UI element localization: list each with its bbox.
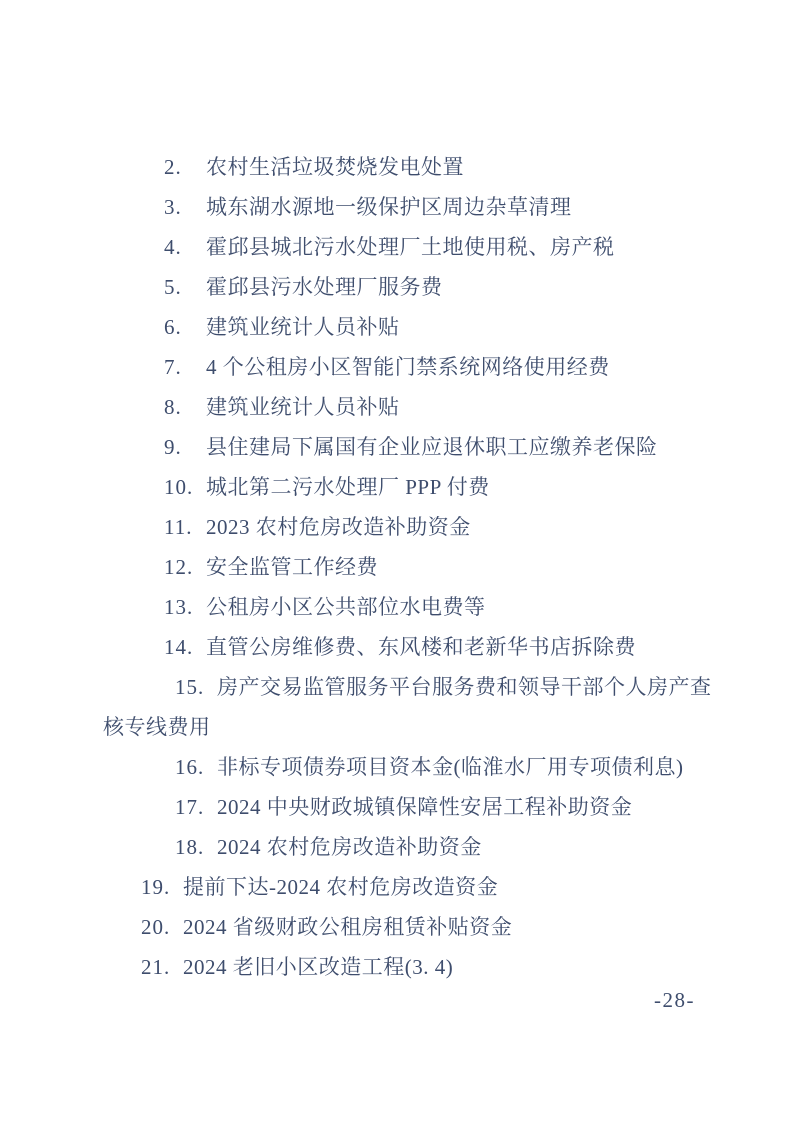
list-item	[103, 547, 715, 587]
item-number: 13.	[164, 595, 194, 619]
item-text: 2024 省级财政公租房租赁补贴资金	[183, 915, 513, 939]
item-number: 8.	[164, 395, 182, 419]
item-text: 非标专项债券项目资本金(临淮水厂用专项债利息)	[217, 755, 684, 779]
list-item	[103, 907, 715, 947]
item-number: 19.	[141, 875, 171, 899]
item-number: 15.	[175, 675, 205, 699]
item-text: 建筑业统计人员补贴	[206, 315, 400, 339]
list-item	[103, 267, 715, 307]
item-text: 房产交易监管服务平台服务费和领导干部个人房产查	[217, 675, 712, 699]
item-text: 城东湖水源地一级保护区周边杂草清理	[206, 195, 572, 219]
list-item	[103, 627, 715, 667]
list-item	[103, 347, 715, 387]
list-item	[103, 227, 715, 267]
item-text: 城北第二污水处理厂 PPP 付费	[206, 475, 490, 499]
list-item-continuation	[103, 707, 715, 747]
list-item	[103, 507, 715, 547]
list-item	[103, 147, 715, 187]
item-text: 霍邱县城北污水处理厂土地使用税、房产税	[206, 235, 615, 259]
item-text: 安全监管工作经费	[206, 555, 378, 579]
item-number: 2.	[164, 155, 182, 179]
list-item	[103, 667, 715, 707]
page-number: -28-	[654, 988, 695, 1012]
list-item	[103, 427, 715, 467]
item-text: 霍邱县污水处理厂服务费	[206, 275, 443, 299]
list-item	[103, 827, 715, 867]
item-number: 16.	[175, 755, 205, 779]
item-text: 县住建局下属国有企业应退休职工应缴养老保险	[206, 435, 658, 459]
item-text: 农村生活垃圾焚烧发电处置	[206, 155, 464, 179]
item-text: 2024 农村危房改造补助资金	[217, 835, 482, 859]
item-number: 11.	[164, 515, 193, 539]
item-number: 7.	[164, 355, 182, 379]
list-item	[103, 587, 715, 627]
item-text: 建筑业统计人员补贴	[206, 395, 400, 419]
item-number: 4.	[164, 235, 182, 259]
list-item	[103, 467, 715, 507]
list-item	[103, 947, 715, 987]
item-text: 2024 中央财政城镇保障性安居工程补助资金	[217, 795, 633, 819]
list-item	[103, 307, 715, 347]
list-item	[103, 187, 715, 227]
item-number: 21.	[141, 955, 171, 979]
item-text: 2024 老旧小区改造工程(3. 4)	[183, 955, 454, 979]
item-number: 10.	[164, 475, 194, 499]
list-item	[103, 867, 715, 907]
item-number: 18.	[175, 835, 205, 859]
item-number: 9.	[164, 435, 182, 459]
item-text: 4 个公租房小区智能门禁系统网络使用经费	[206, 355, 610, 379]
item-text: 核专线费用	[103, 715, 211, 739]
list-item	[103, 747, 715, 787]
item-number: 6.	[164, 315, 182, 339]
list-item	[103, 787, 715, 827]
item-text: 提前下达-2024 农村危房改造资金	[183, 875, 499, 899]
item-number: 5.	[164, 275, 182, 299]
item-text: 直管公房维修费、东风楼和老新华书店拆除费	[206, 635, 636, 659]
list-item	[103, 387, 715, 427]
item-number: 3.	[164, 195, 182, 219]
item-number: 12.	[164, 555, 194, 579]
item-number: 20.	[141, 915, 171, 939]
item-number: 14.	[164, 635, 194, 659]
item-number: 17.	[175, 795, 205, 819]
item-text: 公租房小区公共部位水电费等	[206, 595, 486, 619]
document-body	[103, 147, 715, 987]
item-text: 2023 农村危房改造补助资金	[206, 515, 471, 539]
